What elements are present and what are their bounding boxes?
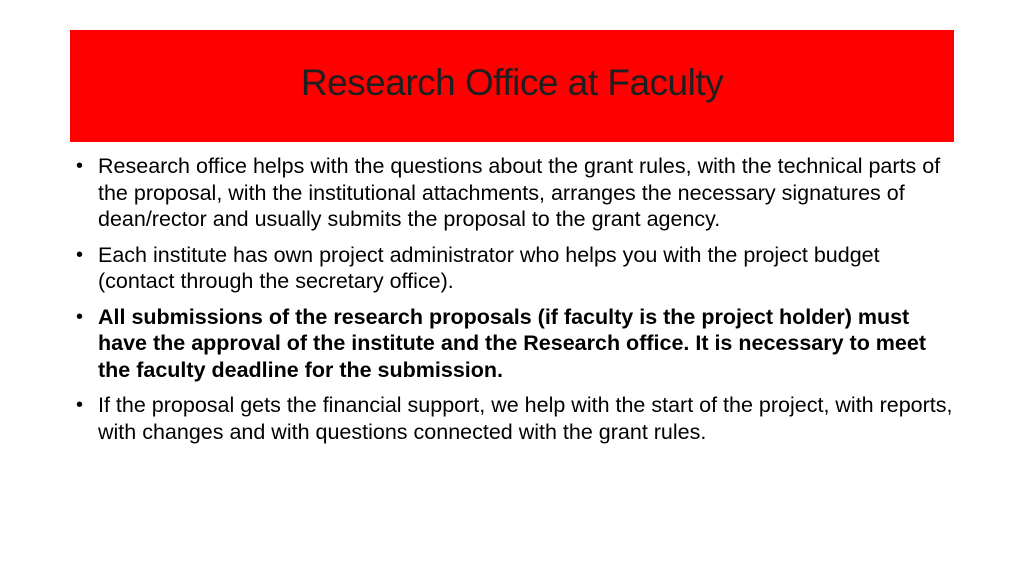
bullet-text: If the proposal gets the financial support, we help with the start of the project, with reports, with changes and with questions connected with the grant rules. [98,393,953,444]
bullet-item [76,242,956,295]
bullet-dot-icon: • [76,243,84,266]
bullet-item [76,153,956,233]
bullet-text: All submissions of the research proposals (if faculty is the project holder) must have the approval of the institute and the Research office. It is necessary to meet the faculty deadline for the submission. [98,304,926,382]
bullet-text: Each institute has own project administrator who helps you with the project budget (contact through the secretary office). [98,242,880,293]
bullet-text: Research office helps with the questions about the grant rules, with the technical parts of the proposal, with the institutional attachments, arranges the necessary signatures of dean/rector and usually submits the proposal to the grant agency. [98,154,941,231]
bullet-list [76,153,956,454]
bullet-dot-icon: • [76,305,84,328]
bullet-item [76,392,956,445]
slide-title: Research Office at Faculty [300,62,724,103]
title-bar [70,30,954,142]
bullet-dot-icon: • [76,394,84,416]
bullet-dot-icon: • [76,155,84,177]
bullet-item-bold [76,304,956,384]
